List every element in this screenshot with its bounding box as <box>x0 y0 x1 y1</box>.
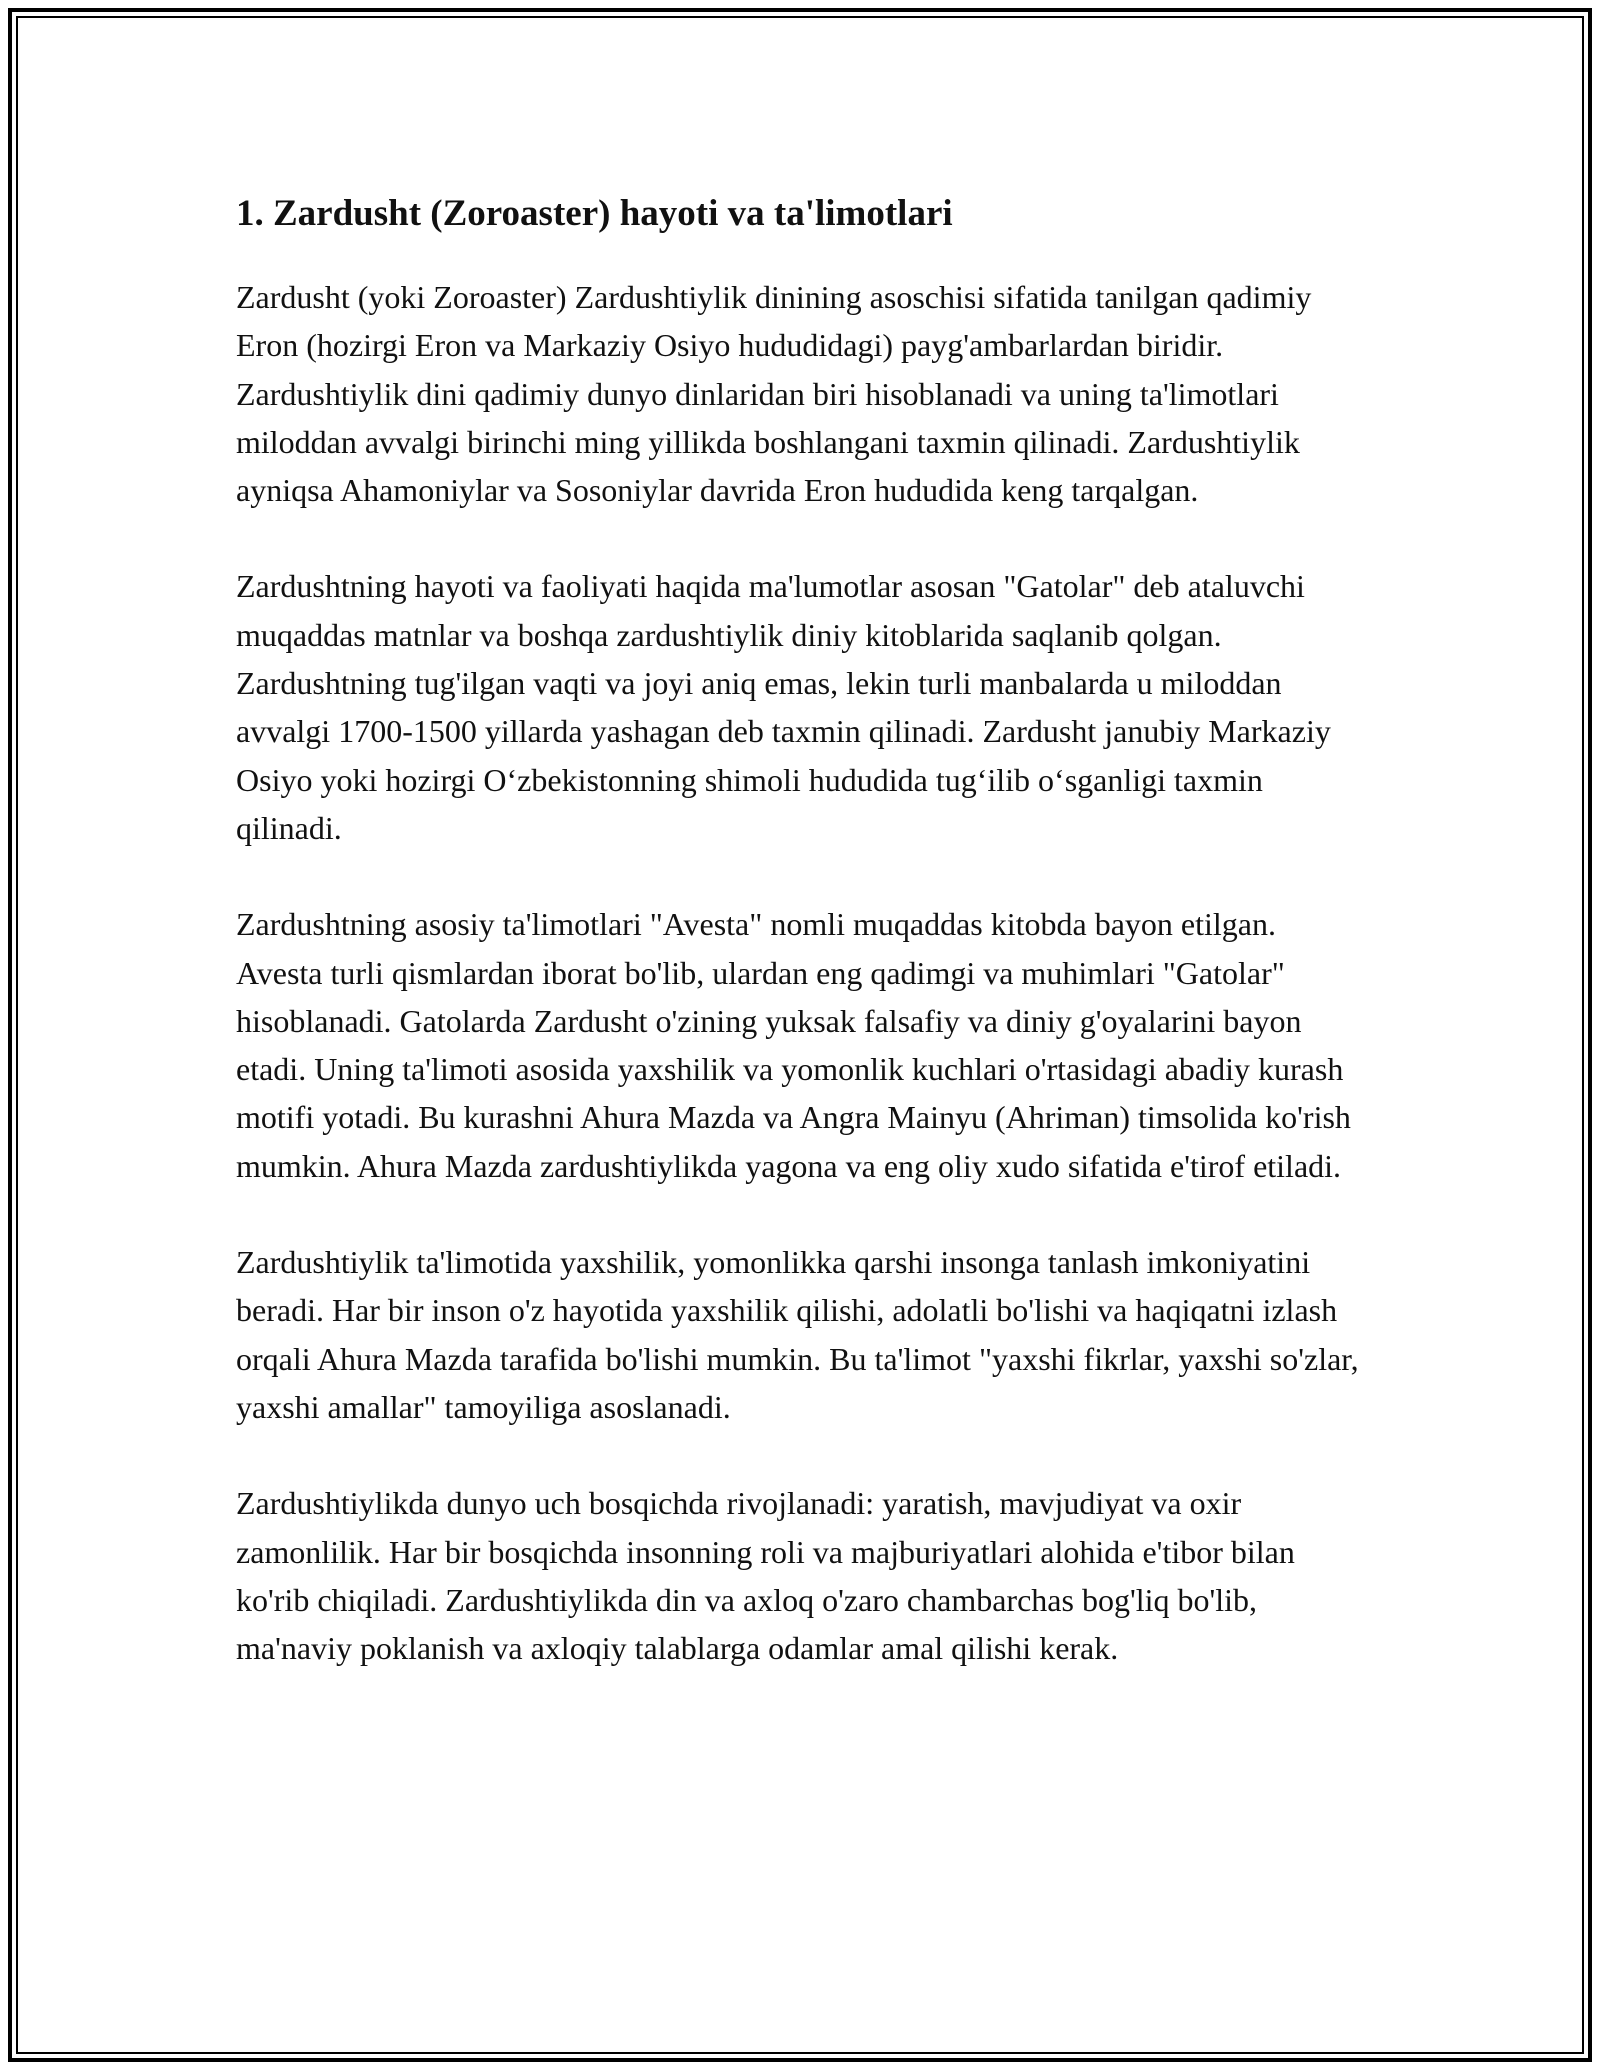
paragraph-2: Zardushtning hayoti va faoliyati haqida ma'lumotlar asosan "Gatolar" deb ataluvchi muqaddas matnlar va boshqa zardushtiylik diniy kitoblarida saqlanib qolgan. Zardushtning tug'ilgan vaqti va joyi aniq emas, lekin turli manbalarda u miloddan avvalgi 1700-1500 yillarda yashagan deb taxmin qilinadi. Zardusht janubiy Markaziy Osiyo yoki hozirgi O‘zbekistonning shimoli hududida tug‘ilib o‘sganligi taxmin qilinadi. <box>236 568 1331 846</box>
paragraph-1: Zardusht (yoki Zoroaster) Zardushtiylik dinining asoschisi sifatida tanilgan qadimiy Eron (hozirgi Eron va Markaziy Osiyo hududidagi) payg'ambarlardan biridir. Zardushtiylik dini qadimiy dunyo dinlaridan biri hisoblanadi va uning ta'limotlari miloddan avvalgi birinchi ming yillikda boshlangani taxmin qilinadi. Zardushtiylik ayniqsa Ahamoniylar va Sosoniylar davrida Eron hududida keng tarqalgan. <box>236 279 1312 509</box>
paragraph-3: Zardushtning asosiy ta'limotlari "Avesta" nomli muqaddas kitobda bayon etilgan. Avesta turli qismlardan iborat bo'lib, ulardan eng qadimgi va muhimlari "Gatolar" hisoblanadi. Gatolarda Zardusht o'zining yuksak falsafiy va diniy g'oyalarini bayon etadi. Uning ta'limoti asosida yaxshilik va yomonlik kuchlari o'rtasidagi abadiy kurash motifi yotadi. Bu kurashni Ahura Mazda va Angra Mainyu (Ahriman) timsolida ko'rish mumkin. Ahura Mazda zardushtiylikda yagona va eng oliy xudo sifatida e'tirof etiladi. <box>236 906 1351 1184</box>
paragraph-4: Zardushtiylik ta'limotida yaxshilik, yomonlikka qarshi insonga tanlash imkoniyatini beradi. Har bir inson o'z hayotida yaxshilik qilishi, adolatli bo'lishi va haqiqatni izlash orqali Ahura Mazda tarafida bo'lishi mumkin. Bu ta'limot "yaxshi fikrlar, yaxshi so'zlar, yaxshi amallar" tamoyiliga asoslanadi. <box>236 1244 1359 1425</box>
paragraph-5: Zardushtiylikda dunyo uch bosqichda rivojlanadi: yaratish, mavjudiyat va oxir zamonlilik. Har bir bosqichda insonning roli va majburiyatlari alohida e'tibor bilan ko'rib chiqiladi. Zardushtiylikda din va axloq o'zaro chambarchas bog'liq bo'lib, ma'naviy poklanish va axloqiy talablarga odamlar amal qilishi kerak. <box>236 1485 1295 1667</box>
document-body <box>236 185 1366 1720</box>
section-heading: 1. Zardusht (Zoroaster) hayoti va ta'limotlari <box>236 193 953 234</box>
